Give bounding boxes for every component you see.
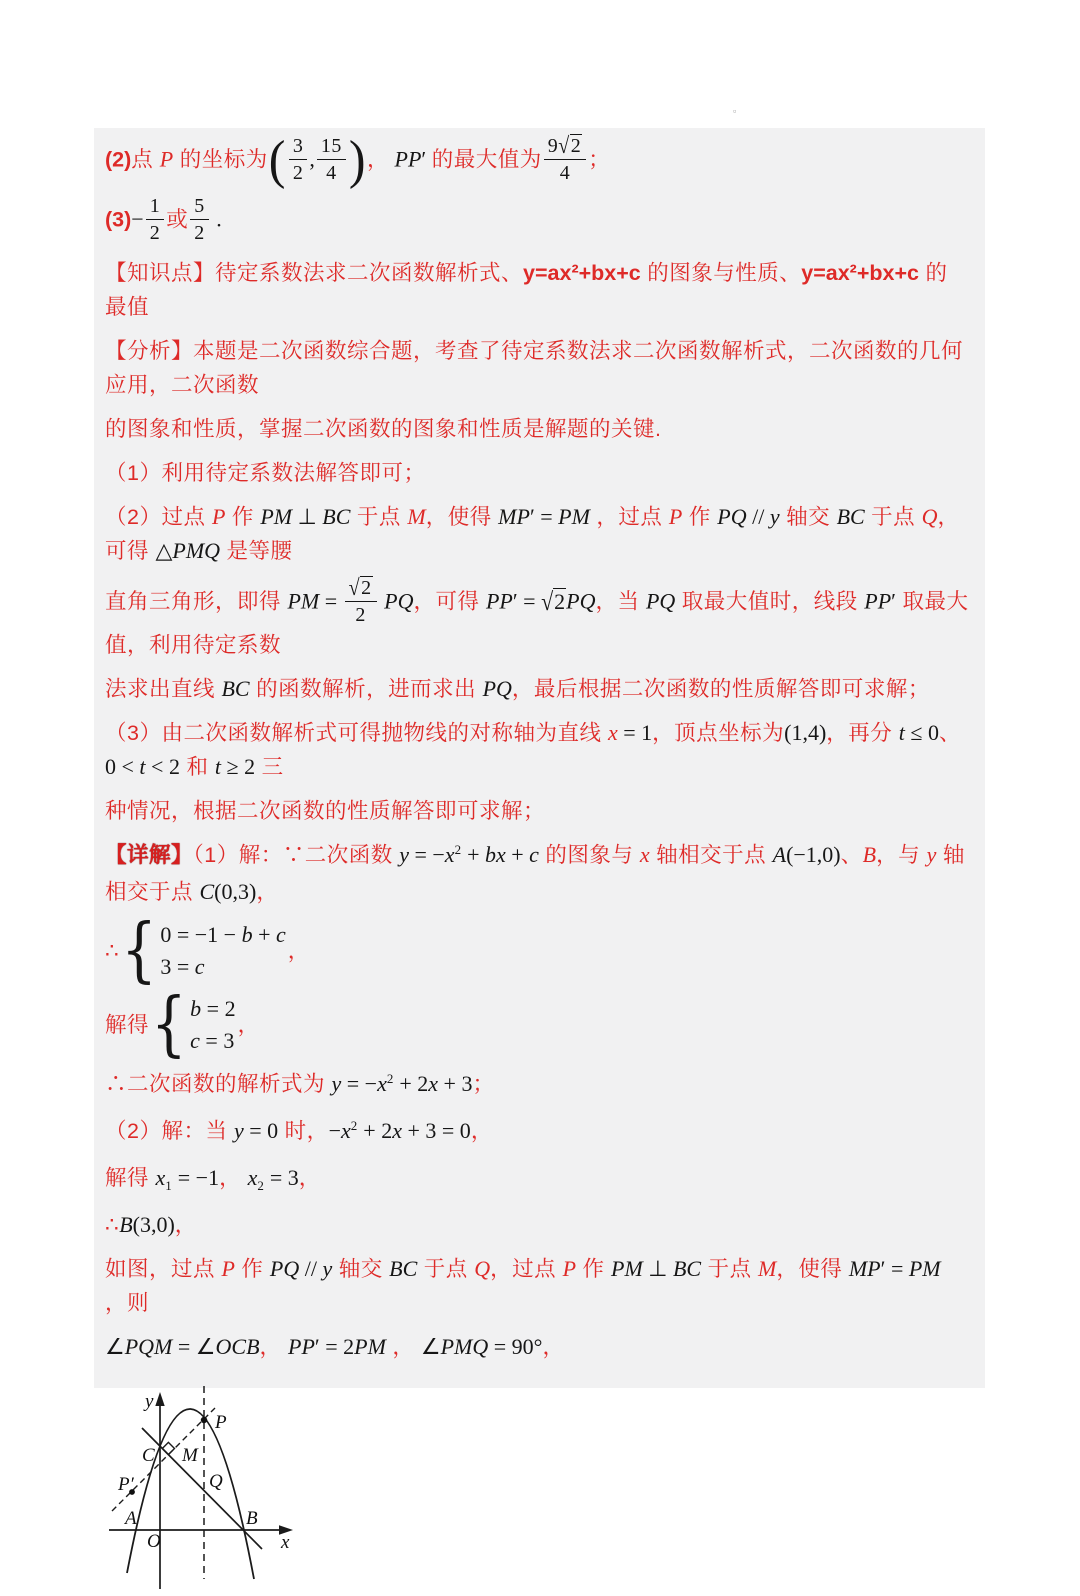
equation-system: { b = 2 c = 3 (151, 983, 236, 1065)
left-brace: { (151, 983, 188, 1065)
solution-text (105, 128, 969, 1364)
text-line-7: （2）过点 P 作 PM ⊥ BC 于点 M，使得 MP′ = PM ，过点 P 作 PQ // y 轴交 BC 于点 Q，可得 △PMQ 是等腰 (105, 504, 960, 563)
label-C: C (142, 1445, 155, 1466)
text-line-8: 直角三角形，即得 PM = $\frac{√2}{2}$ PQ，可得 PP′ = √2PQ，当 PQ 取最大值时，线段 PP′ 取最大值，利用待定系数 (105, 575, 969, 657)
label-B: B (246, 1508, 258, 1529)
label-M: M (182, 1445, 198, 1466)
text-line-19: 如图，过点 P 作 PQ // y 轴交 BC 于点 Q，过点 P 作 PM ⊥ BC 于点 M，使得 MP′ = PM ，则 (105, 1256, 941, 1315)
text-line-4: 【分析】本题是二次函数综合题，考查了待定系数法求二次函数解析式，二次函数的几何应用，二次函数 (105, 339, 964, 397)
text-line-5: 的图象和性质，掌握二次函数的图象和性质是解题的关键. (105, 417, 662, 441)
parabola-curve (127, 1409, 254, 1579)
label-A: A (125, 1508, 137, 1529)
equation-system: { 0 = −1 − b + c 3 = c (121, 909, 286, 991)
parabola-figure (97, 1376, 969, 1596)
text-line-3: 【知识点】待定系数法求二次函数解析式、y=ax²+bx+c 的图象与性质、y=ax²+bx+c 的最值 (105, 261, 948, 319)
text-line-17: 解得 $x_1 = -1$， $x_2 = 3$， (105, 1165, 321, 1193)
fraction: $\frac{9√2}{4}$ (544, 134, 586, 184)
label-P-prime: P′ (118, 1474, 134, 1495)
text-line-12: 【详解】（1）解：∵二次函数 $y = -x^2$ + bx + c 的图象与 x 轴相交于点 A(−1,0)、B，与 y 轴相交于点 C(0,3)， (105, 842, 965, 904)
text-line-14: 解得 { b = 2 c = 3 ， (105, 983, 260, 1065)
text-line-9: 法求出直线 BC 的函数解析，进而求出 PQ，最后根据二次函数的性质解答即可求解； (105, 676, 930, 701)
text-line-18: ∴B(3,0)， (105, 1212, 197, 1237)
label-origin: O (147, 1531, 161, 1552)
figure-canvas (97, 1376, 309, 1596)
text-line-15: ∴二次函数的解析式为 $y = -x^2 + 2x + 3$； (105, 1071, 495, 1096)
label-P: P (215, 1412, 227, 1433)
label-Q: Q (209, 1471, 223, 1492)
fraction: $\frac{1}{2}$ (146, 194, 165, 244)
text-line-1: (2)点 P 的坐标为( $\frac{3}{2}$ , $\frac{15}{4}$ )， PP′ 的最大值为 $\frac{9√2}{4}$ ； (105, 128, 611, 189)
big-paren: ( (268, 128, 286, 189)
right-angle-marker (162, 1442, 174, 1454)
left-brace: { (121, 909, 158, 991)
text-line-10: （3）由二次函数解析式可得抛物线的对称轴为直线 x = 1，顶点坐标为(1,4)，再分 t ≤ 0、0 < t < 2 和 t ≥ 2 三 (105, 720, 961, 779)
label-x-axis: x (281, 1532, 290, 1553)
text-line-13: ∴ { 0 = −1 − b + c 3 = c ， (105, 909, 310, 991)
fraction: $\frac{5}{2}$ (190, 194, 209, 244)
dashed-line-PPprime (112, 1408, 215, 1511)
answer-panel (94, 128, 985, 1553)
text-line-11: 种情况，根据二次函数的性质解答即可求解； (105, 799, 546, 823)
fraction: $\frac{15}{4}$ (317, 134, 346, 184)
radical: √2 (541, 586, 566, 616)
fraction: $\frac{3}{2}$ (289, 134, 308, 184)
text-line-16: （2）解：当 y = 0 时，$-x^2 + 2x + 3 = 0$， (105, 1118, 493, 1143)
point-P-dot (201, 1417, 207, 1423)
label-y-axis: y (145, 1391, 154, 1412)
text-line-20: ∠PQM = ∠OCB， PP′ = 2PM ， ∠PMQ = 90°， (105, 1334, 565, 1359)
fraction: $\frac{√2}{2}$ (345, 576, 377, 626)
big-paren: ) (348, 128, 367, 189)
page-artifact: ▫ (733, 106, 737, 116)
y-axis-arrow-icon (155, 1392, 164, 1406)
text-line-2: (3)− $\frac{1}{2}$ 或 $\frac{5}{2}$ . (105, 195, 222, 244)
text-line-6: （1）利用待定系数法解答即可； (105, 461, 426, 485)
